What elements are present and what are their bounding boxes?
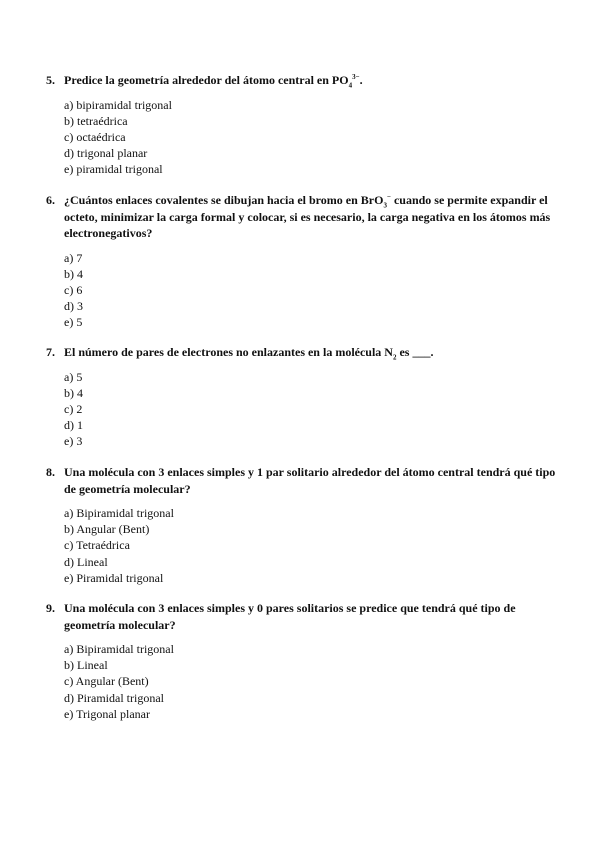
answer-option[interactable]: c) Tetraédrica <box>64 538 130 553</box>
question-9 <box>46 600 558 722</box>
question-8 <box>46 464 558 586</box>
question-stem <box>46 192 558 242</box>
answer-option[interactable]: e) 3 <box>64 434 83 449</box>
answer-options <box>46 97 558 178</box>
answer-option[interactable]: a) 5 <box>64 369 83 384</box>
answer-option[interactable]: e) 5 <box>64 315 83 330</box>
subscript: 3 <box>383 201 387 210</box>
answer-option[interactable]: b) tetraédrica <box>64 113 128 128</box>
question-6 <box>46 192 558 331</box>
subscript: 2 <box>392 353 397 362</box>
answer-option[interactable]: c) Angular (Bent) <box>64 674 149 689</box>
question-stem <box>46 600 558 633</box>
answer-option[interactable]: b) 4 <box>64 266 83 281</box>
question-number: 7. <box>46 345 55 359</box>
answer-options <box>46 250 558 331</box>
answer-option[interactable]: e) piramidal trigonal <box>64 162 163 177</box>
question-7 <box>46 344 558 450</box>
answer-option[interactable]: a) 7 <box>64 250 83 265</box>
answer-options <box>46 641 558 722</box>
question-stem <box>46 464 558 497</box>
answer-option[interactable]: e) Piramidal trigonal <box>64 570 164 585</box>
superscript: − <box>386 193 391 201</box>
question-number: 6. <box>46 193 55 207</box>
question-5 <box>46 72 558 178</box>
answer-option[interactable]: a) bipiramidal trigonal <box>64 97 172 112</box>
answer-option[interactable]: d) Piramidal trigonal <box>64 690 164 705</box>
question-text: ¿Cuántos enlaces covalentes se dibujan hacia el bromo en BrO$_3$− cuando se permite expandir el octeto, minimizar la carga formal y colocar, si es necesario, la carga negativa en los átomos más electronegativos? <box>64 193 551 240</box>
answer-option[interactable]: c) 2 <box>64 401 83 416</box>
answer-option[interactable]: a) Bipiramidal trigonal <box>64 642 174 656</box>
answer-options <box>46 505 558 586</box>
answer-option[interactable]: b) Lineal <box>64 658 108 673</box>
superscript: 3− <box>352 73 360 81</box>
answer-option[interactable]: a) Bipiramidal trigonal <box>64 506 174 520</box>
answer-option[interactable]: d) Lineal <box>64 554 108 569</box>
question-stem <box>46 72 558 89</box>
question-number: 9. <box>46 601 55 615</box>
answer-option[interactable]: c) octaédrica <box>64 129 126 144</box>
question-text: Predice la geometría alrededor del átomo central en $PO_4^{3-}$. <box>64 73 363 90</box>
question-text: Una molécula con 3 enlaces simples y 1 par solitario alrededor del átomo central tendrá qué tipo de geometría molecular? <box>64 465 556 496</box>
answer-option[interactable]: b) 4 <box>64 385 83 400</box>
question-stem <box>46 344 558 361</box>
answer-option[interactable]: b) Angular (Bent) <box>64 522 150 537</box>
answer-option[interactable]: d) 1 <box>64 418 83 433</box>
answer-option[interactable]: e) Trigonal planar <box>64 706 150 721</box>
answer-option[interactable]: d) 3 <box>64 299 83 314</box>
subscript: 4 <box>348 81 353 90</box>
answer-option[interactable]: c) 6 <box>64 282 83 297</box>
answer-options <box>46 369 558 450</box>
question-text: El número de pares de electrones no enlazantes en la molécula $N_2$ es ___. <box>64 345 434 362</box>
question-number: 5. <box>46 73 55 87</box>
question-text: Una molécula con 3 enlaces simples y 0 pares solitarios se predice que tendrá qué tipo de geometría molecular? <box>64 601 516 632</box>
answer-option[interactable]: d) trigonal planar <box>64 146 148 161</box>
question-number: 8. <box>46 465 55 479</box>
